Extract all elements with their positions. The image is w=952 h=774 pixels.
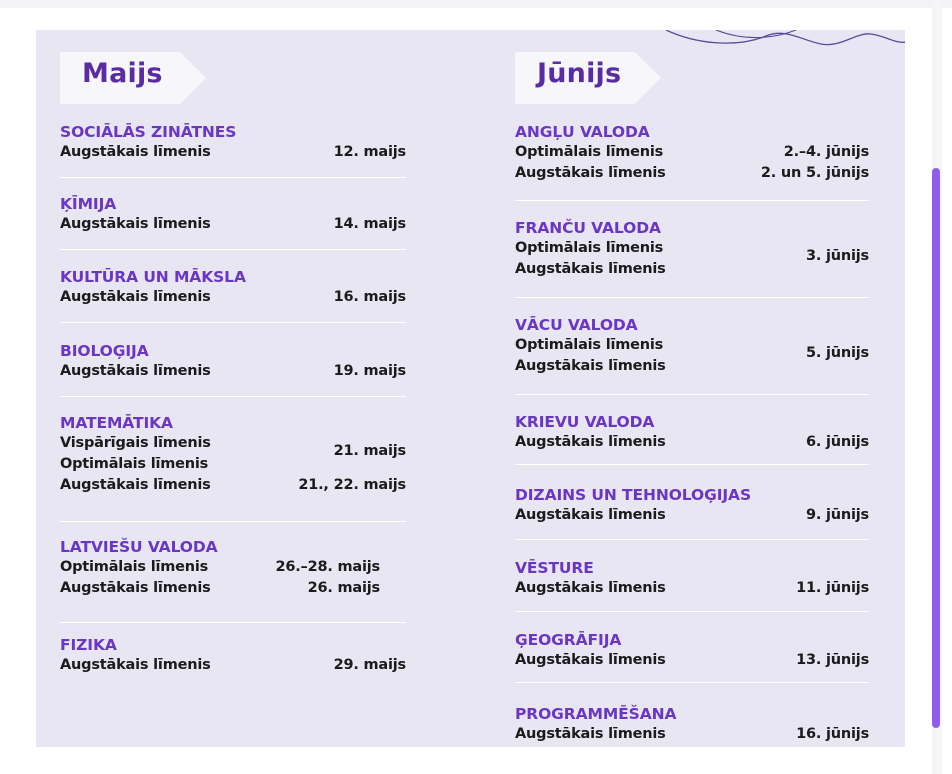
exam-row <box>515 578 869 599</box>
subject-block <box>515 630 869 671</box>
exam-level: Augstākais līmenis <box>60 363 211 379</box>
exam-level: Augstākais līmenis <box>515 165 666 181</box>
subject-title: ĶĪMIJA <box>60 195 117 213</box>
exam-date: 5. jūnijs <box>805 345 869 361</box>
exam-date: 26. maijs <box>307 580 380 596</box>
exam-level: Optimālais līmenis <box>515 240 664 256</box>
exam-level: Optimālais līmenis <box>60 559 209 575</box>
exam-level: Augstākais līmenis <box>60 477 211 493</box>
exam-level: Augstākais līmenis <box>60 144 211 160</box>
month-title: Maijs <box>82 58 163 89</box>
subject-block <box>60 341 406 382</box>
exam-row <box>60 287 406 308</box>
exam-row <box>60 557 380 578</box>
exam-row <box>60 475 406 496</box>
exam-level: Augstākais līmenis <box>515 434 666 450</box>
subject-block <box>60 267 406 308</box>
exam-date: 6. jūnijs <box>805 434 869 450</box>
exam-level: Augstākais līmenis <box>60 216 211 232</box>
exam-row <box>515 142 869 163</box>
subject-block <box>515 315 869 377</box>
exam-date: 21., 22. maijs <box>298 477 406 493</box>
exam-date: 16. jūnijs <box>796 726 869 742</box>
exam-row <box>515 724 869 745</box>
exam-level: Vispārīgais līmenis <box>60 435 211 451</box>
divider <box>515 539 869 540</box>
subject-block <box>60 635 406 676</box>
exam-row <box>60 578 380 599</box>
subject-block <box>515 485 869 526</box>
subject-title: ĢEOGRĀFIJA <box>515 631 622 649</box>
exam-row <box>515 505 869 526</box>
divider <box>515 394 869 395</box>
exam-row <box>60 655 406 676</box>
exam-date: 19. maijs <box>333 363 406 379</box>
divider <box>515 464 869 465</box>
subject-title: LATVIEŠU VALODA <box>60 538 218 556</box>
subject-block <box>60 122 406 163</box>
exam-date: 14. maijs <box>333 216 406 232</box>
exam-date: 3. jūnijs <box>805 248 869 264</box>
divider <box>515 611 869 612</box>
exam-date: 21. maijs <box>333 443 406 459</box>
exam-date: 29. maijs <box>333 657 406 673</box>
month-title: Jūnijs <box>537 58 622 89</box>
divider <box>60 249 406 250</box>
exam-level: Augstākais līmenis <box>515 580 666 596</box>
exam-row <box>60 214 406 235</box>
june-column <box>515 30 869 747</box>
subject-block <box>60 194 406 235</box>
subject-title: FIZIKA <box>60 636 117 654</box>
subject-title: MATEMĀTIKA <box>60 414 173 432</box>
exam-schedule-poster <box>36 30 905 747</box>
top-bar <box>0 0 952 8</box>
may-column <box>60 30 406 747</box>
exam-level: Optimālais līmenis <box>515 144 664 160</box>
exam-level: Augstākais līmenis <box>60 289 211 305</box>
exam-level: Augstākais līmenis <box>515 261 666 277</box>
exam-level: Augstākais līmenis <box>515 507 666 523</box>
subject-block <box>60 413 406 496</box>
exam-level: Augstākais līmenis <box>515 652 666 668</box>
exam-level: Augstākais līmenis <box>515 358 666 374</box>
divider <box>60 177 406 178</box>
exam-date: 2.–4. jūnijs <box>783 144 869 160</box>
subject-block <box>515 218 869 280</box>
exam-row <box>515 163 869 184</box>
subject-title: VĀCU VALODA <box>515 316 638 334</box>
subject-title: FRANČU VALODA <box>515 219 661 237</box>
exam-row <box>60 361 406 382</box>
subject-block <box>515 412 869 453</box>
exam-level: Optimālais līmenis <box>515 337 664 353</box>
exam-row <box>60 142 406 163</box>
subject-title: DIZAINS UN TEHNOLOĢIJAS <box>515 486 752 504</box>
divider <box>60 521 406 522</box>
exam-date: 12. maijs <box>333 144 406 160</box>
exam-level: Optimālais līmenis <box>60 456 209 472</box>
subject-title: PROGRAMMĒŠANA <box>515 705 677 723</box>
exam-date: 2. un 5. jūnijs <box>760 165 869 181</box>
exam-level: Augstākais līmenis <box>60 657 211 673</box>
exam-level: Augstākais līmenis <box>515 726 666 742</box>
subject-block <box>515 122 869 184</box>
scrollbar-thumb[interactable] <box>932 168 940 728</box>
subject-block <box>515 704 869 745</box>
subject-title: KULTŪRA UN MĀKSLA <box>60 268 246 286</box>
exam-level: Augstākais līmenis <box>60 580 211 596</box>
subject-title: VĒSTURE <box>515 559 594 577</box>
subject-block <box>515 558 869 599</box>
exam-row <box>515 650 869 671</box>
subject-block <box>60 537 406 599</box>
subject-title: ANGĻU VALODA <box>515 123 650 141</box>
exam-date: 26.–28. maijs <box>275 559 380 575</box>
divider <box>60 396 406 397</box>
exam-date: 13. jūnijs <box>796 652 869 668</box>
exam-date: 16. maijs <box>333 289 406 305</box>
divider <box>515 200 869 201</box>
divider <box>60 622 406 623</box>
exam-date: 9. jūnijs <box>805 507 869 523</box>
subject-title: SOCIĀLĀS ZINĀTNES <box>60 123 237 141</box>
divider <box>515 297 869 298</box>
subject-title: KRIEVU VALODA <box>515 413 655 431</box>
subject-title: BIOLOĢIJA <box>60 342 149 360</box>
exam-date: 11. jūnijs <box>796 580 869 596</box>
divider <box>515 682 869 683</box>
exam-row <box>515 432 869 453</box>
divider <box>60 322 406 323</box>
